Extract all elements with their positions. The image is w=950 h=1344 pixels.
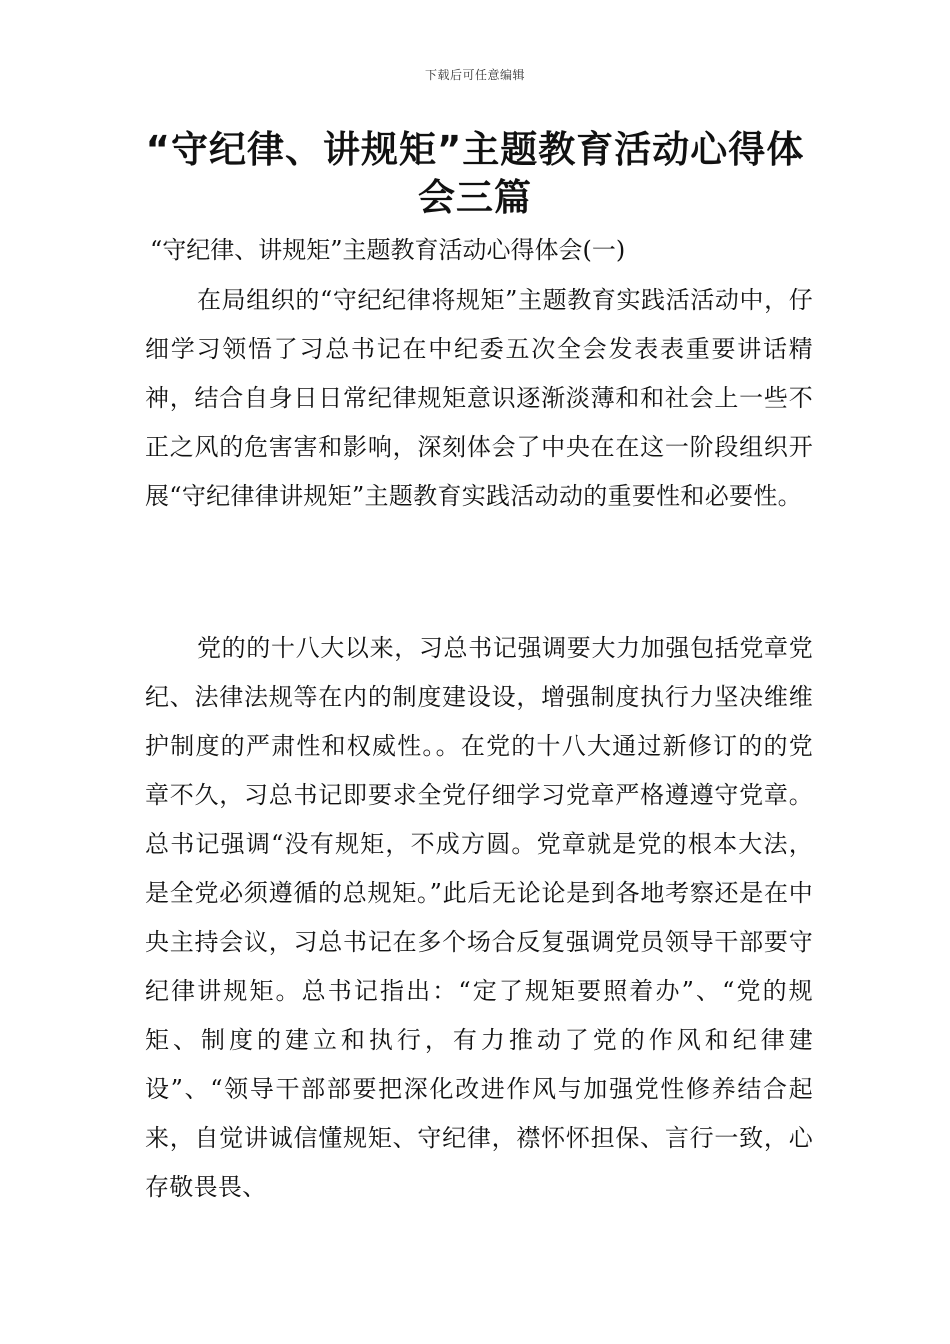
paragraph-2: 党的的十八大以来，习总书记强调要大力加强包括党章党纪、法律法规等在内的制度建设设，增强制度执行力坚决维维护制度的严肃性和权威性。。在党的十八大通过新修订的的党章不久，习总书记即要求全党仔细学习党章严格遵遵守党章。总书记强调“没有规矩，不成方圆。党章就是党的根本大法，是全党必须遵循的总规矩。”此后无论论是到各地考察还是在中央主持会议，习总书记在多个场合反复强调党员领导干部要守纪律讲规矩。总书记指出：“定了规矩要照着办”、“党的规矩、制度的建立和执行，有力推动了党的作风和纪律建设”、“领导干部部要把深化改进作风与加强党性修养结合起来，自觉讲诚信懂规矩、守纪律，襟怀怀担保、言行一致，心存敬畏畏、 — [145, 634, 813, 1201]
document-title: “守纪律、讲规矩”主题教育活动心得体会三篇 — [145, 128, 805, 219]
header-note: 下载后可任意编辑 — [424, 68, 525, 82]
section-subtitle: “守纪律、讲规矩”主题教育活动心得体会(一) — [150, 236, 626, 264]
paragraph-1: 在局组织的“守纪纪律将规矩”主题教育实践活活动中，仔细学习领悟了习总书记在中纪委五次全会发表表重要讲话精神，结合自身日日常纪律规矩意识逐渐淡薄和和社会上一些不正之风的危害害和影响，深刻体会了中央在在这一阶段组织开展“守纪律律讲规矩”主题教育实践活动动的重要性和必要性。 — [145, 286, 813, 510]
